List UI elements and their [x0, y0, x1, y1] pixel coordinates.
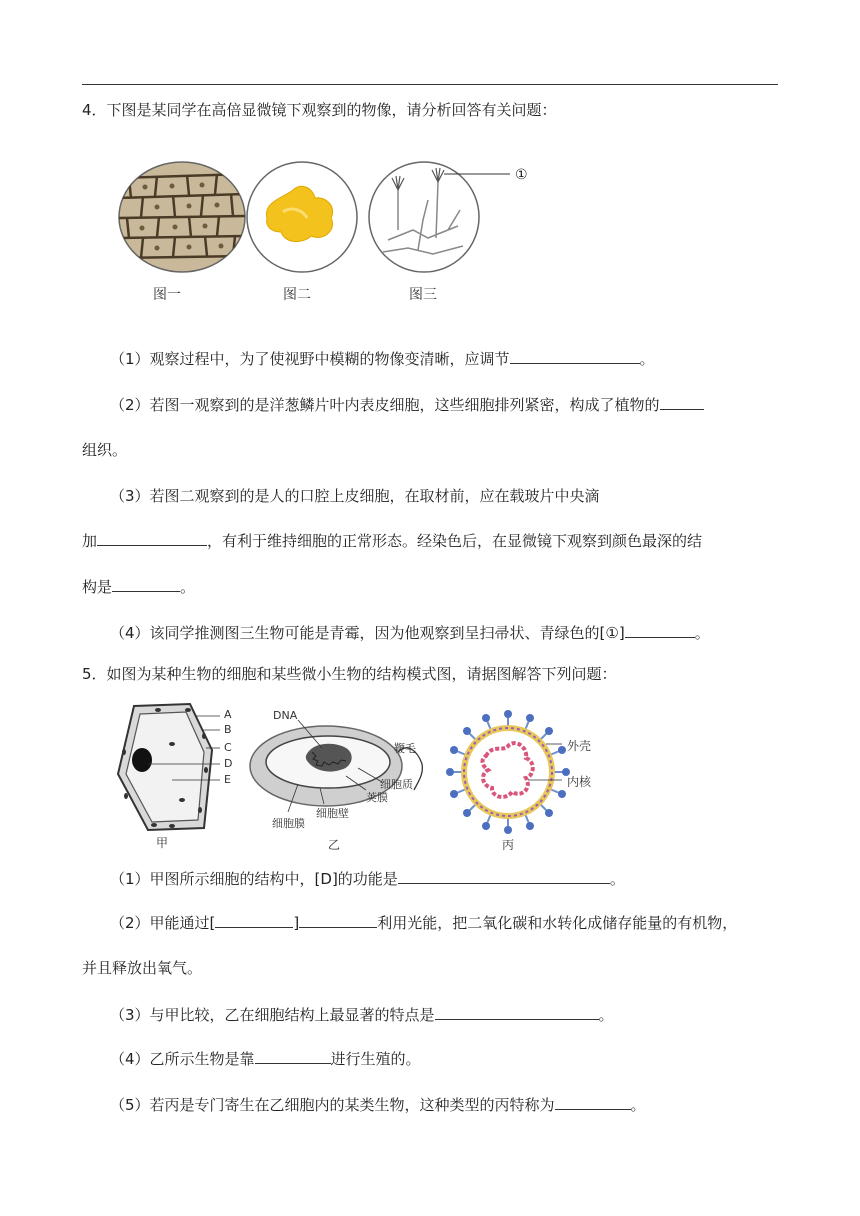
jia-label-c: C — [224, 741, 232, 754]
yi-label-membrane: 细胞膜 — [272, 817, 305, 830]
q5-p2 — [110, 912, 737, 933]
fig3-label: ① — [515, 167, 528, 183]
fig-bing-virus-image — [442, 708, 602, 838]
yi-label-cytoplasm: 细胞质 — [380, 778, 413, 791]
q4-p4-end: 。 — [694, 624, 710, 642]
q5-p1-blank[interactable] — [398, 868, 610, 884]
fig3-penicillium-image — [368, 160, 543, 274]
q5-p1 — [110, 868, 625, 889]
yi-caption: 乙 — [328, 838, 341, 852]
fig-jia-plant-cell-image — [112, 700, 242, 836]
bing-caption: 丙 — [502, 838, 515, 852]
q5-p4-blank[interactable] — [255, 1048, 331, 1064]
q5-stem: 5．如图为某种生物的细胞和某些微小生物的结构模式图，请据图解答下列问题： — [82, 665, 617, 683]
q5-p4-b: 进行生殖的。 — [330, 1050, 421, 1068]
q4-p3-cont2 — [82, 576, 195, 597]
q5-p4 — [110, 1048, 421, 1069]
bing-label-core: 内核 — [567, 775, 592, 789]
q5-p5-end: 。 — [630, 1096, 646, 1114]
q5-p5-text: （5）若丙是专门寄生在乙细胞内的某类生物，这种类型的丙特称为 — [110, 1096, 555, 1114]
q4-p3-blank-1[interactable] — [97, 530, 207, 546]
q4-p2-text: （2）若图一观察到的是洋葱鳞片叶内表皮细胞，这些细胞排列紧密，构成了植物的 — [110, 396, 660, 414]
header-rule — [82, 84, 778, 85]
yi-label-capsule: 荚膜 — [366, 791, 388, 804]
q4-stem: 4．下图是某同学在高倍显微镜下观察到的物像，请分析回答有关问题： — [82, 101, 557, 119]
jia-label-e: E — [224, 773, 231, 786]
q5-p2-c: 利用光能，把二氧化碳和水转化成储存能量的有机物， — [377, 914, 738, 932]
q4-p1-text: （1）观察过程中，为了使视野中模糊的物像变清晰，应调节 — [110, 350, 510, 368]
q5-p5 — [110, 1094, 646, 1115]
q5-p4-a: （4）乙所示生物是靠 — [110, 1050, 255, 1068]
q5-p3-text: （3）与甲比较，乙在细胞结构上最显著的特点是 — [110, 1006, 435, 1024]
jia-label-a: A — [224, 708, 232, 721]
q4-p3: （3）若图二观察到的是人的口腔上皮细胞，在取材前，应在载玻片中央滴 — [110, 487, 600, 505]
q4-p4-text: （4）该同学推测图三生物可能是青霉，因为他观察到呈扫帚状、青绿色的[①] — [110, 624, 625, 642]
q4-p1-blank[interactable] — [510, 348, 640, 364]
fig2-cheek-cells-image — [245, 160, 359, 274]
q4-p2-blank[interactable] — [660, 394, 704, 410]
yi-label-wall: 细胞壁 — [316, 807, 349, 820]
q5-p2-a: （2）甲能通过[ — [110, 914, 216, 932]
jia-label-b: B — [224, 723, 232, 736]
q5-p3-blank[interactable] — [435, 1004, 599, 1020]
q5-p1-end: 。 — [609, 870, 625, 888]
jia-label-d: D — [224, 757, 233, 770]
q5-p2-blank-2[interactable] — [299, 912, 377, 928]
q5-p2-blank-1[interactable] — [215, 912, 293, 928]
q4-p1 — [110, 348, 655, 369]
q4-p1-end: 。 — [639, 350, 655, 368]
q5-p5-blank[interactable] — [555, 1094, 631, 1110]
q5-p1-text: （1）甲图所示细胞的结构中，[D]的功能是 — [110, 870, 398, 888]
q4-p3-cont2-b: 。 — [180, 578, 196, 596]
fig2-caption: 图二 — [283, 287, 311, 303]
q4-p2 — [110, 394, 704, 415]
q4-p4 — [110, 622, 710, 643]
q4-p2-cont: 组织。 — [82, 441, 128, 459]
q5-p2-cont: 并且释放出氧气。 — [82, 959, 203, 977]
q4-p3-blank-2[interactable] — [112, 576, 180, 592]
fig1-onion-cells-image — [117, 160, 247, 274]
q4-p3-cont-a: 加 — [82, 532, 98, 550]
q4-p4-blank[interactable] — [625, 622, 695, 638]
jia-caption: 甲 — [156, 836, 169, 850]
fig1-caption: 图一 — [153, 287, 181, 303]
q5-p2-b: ] — [293, 914, 300, 932]
q4-p3-cont2-a: 构是 — [82, 578, 113, 596]
q4-p3-cont-b: ，有利于维持细胞的正常形态。经染色后，在显微镜下观察到颜色最深的结 — [207, 532, 703, 550]
yi-label-flagellum: 鞭毛 — [394, 742, 416, 755]
q5-p3 — [110, 1004, 614, 1025]
q4-p3-cont — [82, 530, 702, 551]
bing-label-shell: 外壳 — [567, 739, 592, 753]
q5-p3-end: 。 — [598, 1006, 614, 1024]
fig-yi-bacterium-image — [248, 709, 438, 822]
fig3-caption: 图三 — [409, 287, 437, 303]
yi-label-dna: DNA — [273, 709, 298, 722]
